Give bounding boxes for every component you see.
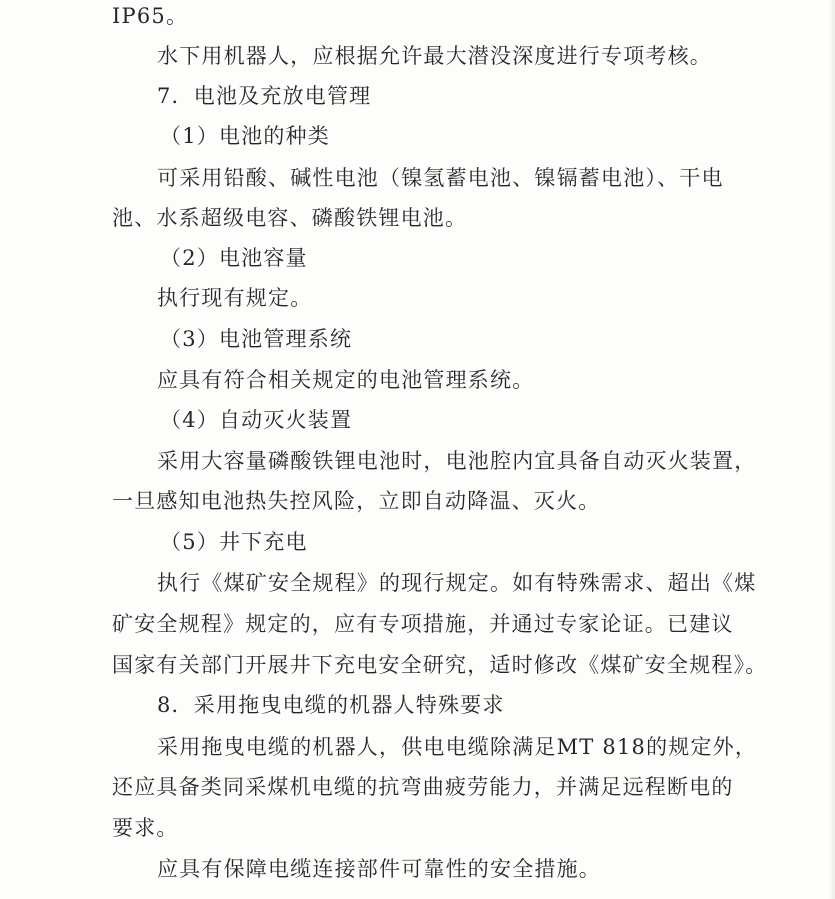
text-line: 矿安全规程》规定的，应有专项措施，并通过专家论证。已建议 <box>112 612 734 636</box>
text-line: 执行现有规定。 <box>157 286 313 310</box>
subsection-heading: （5）井下充电 <box>160 530 308 554</box>
page-edge-shadow <box>829 0 835 899</box>
text-line: 还应具备类同采煤机电缆的抗弯曲疲劳能力，并满足远程断电的 <box>112 775 734 799</box>
text-line: 应具有符合相关规定的电池管理系统。 <box>157 368 535 392</box>
text-line: IP65。 <box>112 4 189 28</box>
text-line: 采用大容量磷酸铁锂电池时，电池腔内宜具备自动灭火装置， <box>157 449 757 473</box>
text-line: 可采用铅酸、碱性电池（镍氢蓄电池、镍镉蓄电池）、干电 <box>157 166 724 190</box>
text-line: 一旦感知电池热失控风险，立即自动降温、灭火。 <box>112 489 601 513</box>
section-heading: 7．电池及充放电管理 <box>157 84 372 108</box>
text-line: 国家有关部门开展井下充电安全研究，适时修改《煤矿安全规程》。 <box>112 653 768 677</box>
text-line: 池、水系超级电容、磷酸铁锂电池。 <box>112 206 468 230</box>
section-heading: 8．采用拖曳电缆的机器人特殊要求 <box>157 693 505 717</box>
text-line: 应具有保障电缆连接部件可靠性的安全措施。 <box>157 857 601 881</box>
text-line: 水下用机器人，应根据允许最大潜没深度进行专项考核。 <box>157 44 712 68</box>
text-line: 执行《煤矿安全规程》的现行规定。如有特殊需求、超出《煤 <box>157 571 757 595</box>
subsection-heading: （1）电池的种类 <box>160 124 330 148</box>
subsection-heading: （3）电池管理系统 <box>160 327 353 351</box>
subsection-heading: （4）自动灭火装置 <box>160 408 353 432</box>
text-line: 要求。 <box>112 816 179 840</box>
text-line: 采用拖曳电缆的机器人，供电电缆除满足MT 818的规定外， <box>157 735 758 759</box>
subsection-heading: （2）电池容量 <box>160 246 308 270</box>
